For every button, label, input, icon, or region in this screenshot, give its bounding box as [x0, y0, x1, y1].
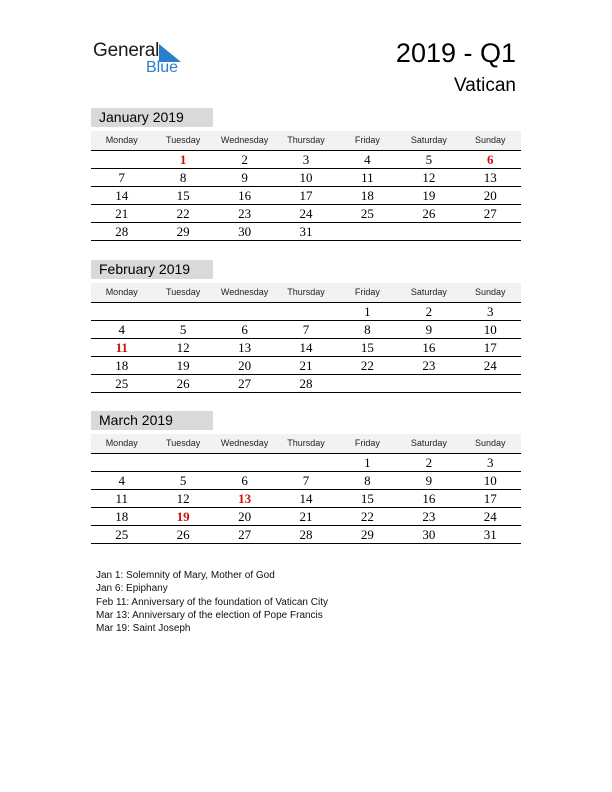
- day-cell: 15: [360, 491, 374, 506]
- month-label: February 2019: [91, 260, 213, 279]
- day-cell: [91, 151, 152, 168]
- weeks-container: [91, 303, 521, 393]
- day-cell: 8: [364, 322, 371, 337]
- day-cell: 2: [425, 304, 433, 319]
- day-cell: 30: [422, 527, 436, 542]
- day-cell: 31: [299, 224, 313, 239]
- day-cell: 20: [483, 188, 497, 203]
- day-cell: 23: [422, 358, 436, 373]
- day-cell: 14: [299, 340, 313, 355]
- day-cell: 18: [115, 509, 129, 524]
- day-cell: [91, 303, 152, 320]
- weekday-label: Tuesday: [166, 287, 201, 297]
- holiday-day-cell: 13: [238, 491, 252, 506]
- day-cell: 12: [176, 340, 190, 355]
- weekday-label: Friday: [354, 287, 380, 297]
- week-row: [91, 151, 521, 169]
- weeks-container: [91, 151, 521, 241]
- day-cell: 1: [364, 455, 371, 470]
- weekday-label: Monday: [105, 287, 138, 297]
- day-cell: 4: [118, 473, 125, 488]
- day-cell: [398, 375, 459, 392]
- week-row: [91, 526, 521, 544]
- month-label: January 2019: [91, 108, 213, 127]
- day-cell: 15: [176, 188, 190, 203]
- month-block-february: [91, 260, 521, 393]
- weekday-label: Thursday: [287, 287, 325, 297]
- generalblue-logo: [93, 40, 193, 80]
- weekday-label: Monday: [105, 135, 138, 145]
- day-cell: 17: [299, 188, 313, 203]
- holiday-note: Mar 19: Saint Joseph: [96, 623, 191, 635]
- weekday-label: Thursday: [287, 135, 325, 145]
- holiday-note: Jan 6: Epiphany: [96, 583, 168, 595]
- day-cell: 30: [238, 224, 252, 239]
- day-cell: 20: [238, 358, 252, 373]
- day-cell: 10: [483, 473, 497, 488]
- week-row: [91, 508, 521, 526]
- holiday-day-cell: 1: [179, 152, 187, 167]
- week-row: [91, 321, 521, 339]
- holiday-note: Jan 1: Solemnity of Mary, Mother of God: [96, 570, 275, 581]
- country-name: Vatican: [454, 75, 516, 96]
- day-cell: 22: [176, 206, 190, 221]
- day-cell: 28: [115, 224, 129, 239]
- weekday-label: Wednesday: [220, 135, 269, 145]
- day-cell: 27: [238, 376, 252, 391]
- day-cell: 3: [487, 304, 494, 319]
- weekday-label: Sunday: [475, 135, 506, 145]
- day-cell: [398, 223, 459, 240]
- week-row: [91, 490, 521, 508]
- day-cell: 5: [425, 152, 433, 167]
- day-cell: 3: [487, 455, 494, 470]
- day-cell: 16: [422, 340, 436, 355]
- day-cell: 12: [422, 170, 436, 185]
- day-cell: [214, 454, 275, 471]
- day-cell: 21: [115, 206, 129, 221]
- week-row: [91, 375, 521, 393]
- day-cell: 25: [360, 206, 374, 221]
- day-cell: 19: [176, 358, 190, 373]
- day-cell: 21: [299, 509, 313, 524]
- day-cell: 28: [299, 376, 313, 391]
- weekday-label: Tuesday: [166, 438, 201, 448]
- weekday-label: Thursday: [287, 438, 325, 448]
- weekday-label: Monday: [105, 438, 138, 448]
- day-cell: 18: [360, 188, 374, 203]
- holiday-day-cell: 11: [115, 340, 128, 355]
- weekday-label: Sunday: [475, 287, 506, 297]
- day-cell: 26: [176, 376, 190, 391]
- day-cell: 2: [241, 152, 248, 167]
- week-row: [91, 187, 521, 205]
- month-block-march: [91, 411, 521, 544]
- day-cell: 5: [179, 322, 187, 337]
- day-cell: 15: [360, 340, 374, 355]
- day-cell: 31: [483, 527, 497, 542]
- day-cell: 17: [483, 340, 497, 355]
- day-cell: 29: [176, 224, 190, 239]
- holiday-notes: [96, 569, 328, 635]
- holiday-day-cell: 19: [176, 509, 190, 524]
- day-cell: 4: [118, 322, 125, 337]
- page-title: 2019 - Q1: [395, 38, 516, 68]
- weekday-label: Friday: [354, 438, 380, 448]
- day-cell: 25: [115, 376, 129, 391]
- day-cell: 16: [238, 188, 252, 203]
- day-cell: 7: [302, 322, 310, 337]
- day-cell: [460, 375, 521, 392]
- day-cell: 19: [422, 188, 436, 203]
- week-row: [91, 205, 521, 223]
- day-cell: 6: [241, 322, 248, 337]
- day-cell: 22: [360, 358, 374, 373]
- day-cell: 11: [361, 170, 374, 185]
- week-row: [91, 472, 521, 490]
- day-cell: 7: [118, 170, 125, 185]
- week-row: [91, 303, 521, 321]
- day-cell: [337, 223, 398, 240]
- holiday-note: Feb 11: Anniversary of the foundation of Vatican City: [96, 596, 328, 608]
- day-cell: 10: [483, 322, 497, 337]
- weekday-label: Tuesday: [166, 135, 201, 145]
- weekday-label: Sunday: [475, 438, 506, 448]
- weekday-label: Friday: [354, 135, 380, 145]
- day-cell: 28: [299, 527, 313, 542]
- day-cell: 12: [176, 491, 190, 506]
- day-cell: 17: [483, 491, 497, 506]
- day-cell: 16: [422, 491, 436, 506]
- day-cell: 24: [483, 509, 497, 524]
- week-row: [91, 339, 521, 357]
- day-cell: 27: [238, 527, 252, 542]
- weekday-label: Wednesday: [220, 438, 269, 448]
- logo-word-blue: Blue: [146, 59, 179, 76]
- day-cell: 11: [115, 491, 128, 506]
- day-cell: 25: [115, 527, 129, 542]
- day-cell: 9: [425, 473, 433, 488]
- day-cell: 5: [179, 473, 187, 488]
- weekday-header-row: [91, 434, 521, 454]
- weekday-header-row: [91, 283, 521, 303]
- holiday-day-cell: 6: [487, 152, 494, 167]
- day-cell: 7: [302, 473, 310, 488]
- day-cell: 21: [299, 358, 313, 373]
- day-cell: 14: [299, 491, 313, 506]
- day-cell: 26: [422, 206, 436, 221]
- day-cell: [337, 375, 398, 392]
- day-cell: 1: [364, 304, 371, 319]
- day-cell: 23: [422, 509, 436, 524]
- day-cell: 2: [425, 455, 433, 470]
- week-row: [91, 454, 521, 472]
- day-cell: 13: [238, 340, 252, 355]
- day-cell: [275, 454, 336, 471]
- day-cell: [152, 454, 213, 471]
- day-cell: [91, 454, 152, 471]
- day-cell: 14: [115, 188, 129, 203]
- day-cell: 26: [176, 527, 190, 542]
- day-cell: 8: [179, 170, 187, 185]
- day-cell: 13: [483, 170, 497, 185]
- weeks-container: [91, 454, 521, 544]
- day-cell: 9: [241, 170, 248, 185]
- day-cell: 18: [115, 358, 129, 373]
- day-cell: 27: [483, 206, 497, 221]
- day-cell: 20: [238, 509, 252, 524]
- day-cell: 8: [364, 473, 371, 488]
- day-cell: 3: [302, 152, 310, 167]
- month-block-january: [91, 108, 521, 241]
- day-cell: 9: [425, 322, 433, 337]
- day-cell: 29: [360, 527, 374, 542]
- week-row: [91, 169, 521, 187]
- day-cell: 24: [483, 358, 497, 373]
- day-cell: 4: [364, 152, 371, 167]
- weekday-label: Saturday: [410, 438, 447, 448]
- weekday-label: Saturday: [410, 287, 447, 297]
- weekday-label: Wednesday: [220, 287, 269, 297]
- month-label: March 2019: [91, 411, 213, 430]
- day-cell: [275, 303, 336, 320]
- day-cell: [460, 223, 521, 240]
- day-cell: [214, 303, 275, 320]
- weekday-header-row: [91, 131, 521, 151]
- day-cell: 24: [299, 206, 313, 221]
- day-cell: 23: [238, 206, 252, 221]
- day-cell: 22: [360, 509, 374, 524]
- logo-word-general: General: [93, 40, 160, 61]
- holiday-note: Mar 13: Anniversary of the election of Pope Francis: [96, 609, 323, 621]
- week-row: [91, 357, 521, 375]
- week-row: [91, 223, 521, 241]
- day-cell: [152, 303, 213, 320]
- day-cell: 10: [299, 170, 313, 185]
- weekday-label: Saturday: [410, 135, 447, 145]
- day-cell: 6: [241, 473, 248, 488]
